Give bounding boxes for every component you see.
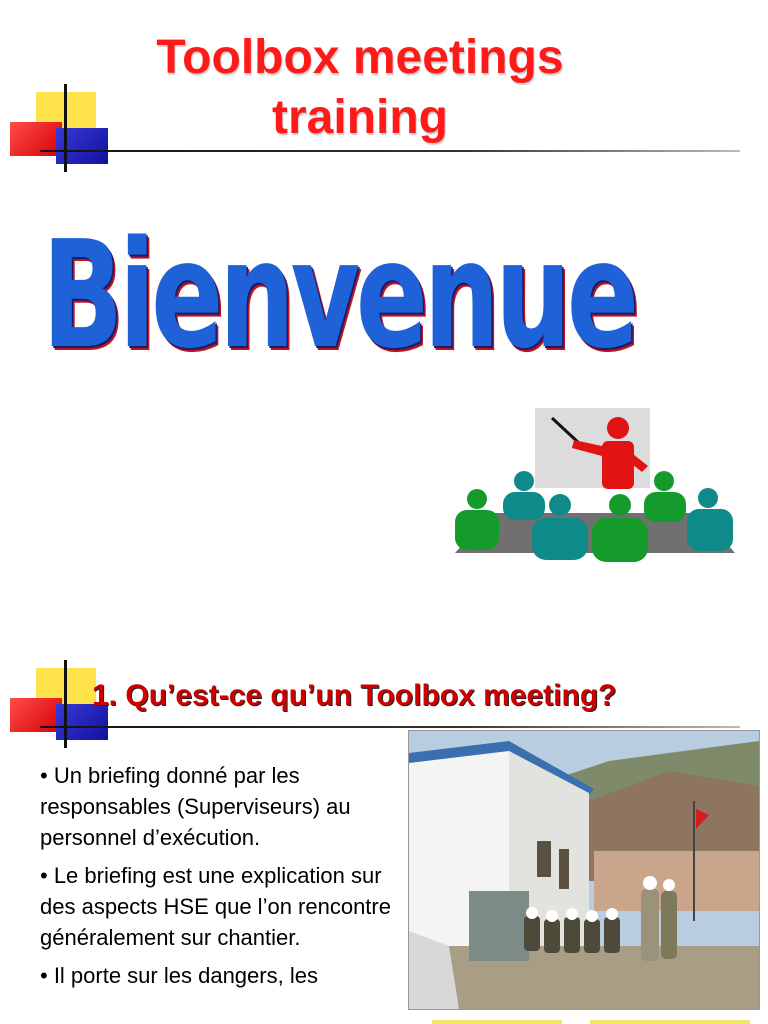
slide-2 [0,640,768,1024]
bottom-color-strip [432,1020,562,1024]
audience-person [644,471,686,522]
decorative-squares-logo [8,84,128,194]
section-title: 1. Qu’est-ce qu’un Toolbox meeting? [92,679,617,712]
bottom-color-strip [590,1020,750,1024]
vertical-rule [64,84,67,172]
audience-person [592,494,648,562]
title-underline [40,726,740,728]
slide-title: Toolbox meetings training [156,31,564,144]
bullet-list [40,760,400,998]
bullet-item: • Le briefing est une explication sur des aspects HSE que l’on rencontre généralement sur chantier. [40,863,391,950]
audience-person [687,488,733,551]
meeting-presentation-icon [450,408,740,568]
bullet-item: • Un briefing donné par les responsables (Superviseurs) au personnel d’exécution. [40,763,351,850]
audience-person [455,489,499,550]
bullet-item: • Il porte sur les dangers, les [40,963,318,988]
construction-site-workers-photo [408,730,760,1010]
welcome-heading: Bienvenue [42,209,635,381]
vertical-rule [64,660,67,748]
title-underline [40,150,740,152]
